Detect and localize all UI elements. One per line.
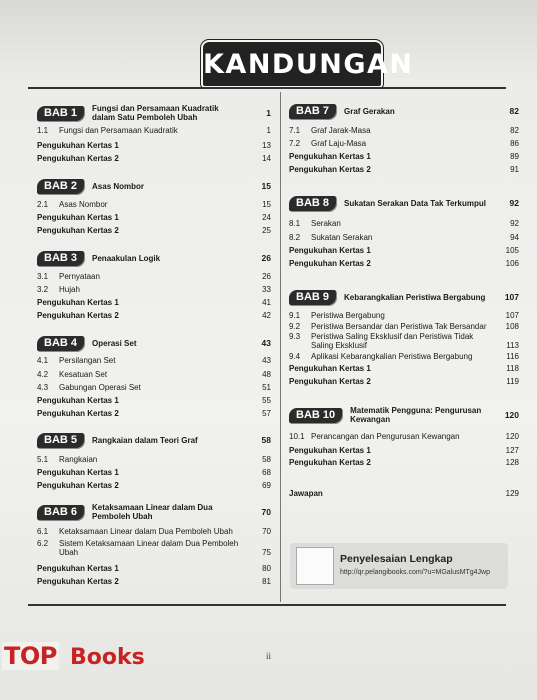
practice-row[interactable] <box>37 481 271 490</box>
row-text: Pengukuhan Kertas 1 <box>37 213 119 222</box>
practice-row[interactable] <box>37 154 271 163</box>
subtopic-row[interactable] <box>37 356 271 365</box>
chapter-page: 70 <box>261 507 271 517</box>
row-text: Perancangan dan Pengurusan Kewangan <box>311 432 460 441</box>
row-page: 68 <box>262 468 271 477</box>
subtopic-row[interactable] <box>289 126 519 135</box>
chapter-page: 92 <box>509 198 519 208</box>
subtopic-number: 3.1 <box>37 272 49 281</box>
row-page: 43 <box>262 356 271 365</box>
chapter-heading-2[interactable] <box>37 176 271 196</box>
chapter-heading-9[interactable] <box>289 287 519 307</box>
row-text: Peristiwa Bersandar dan Peristiwa Tak Bersandar <box>311 322 487 331</box>
practice-row[interactable] <box>37 577 271 586</box>
row-page: 48 <box>262 370 271 379</box>
row-page: 57 <box>262 409 271 418</box>
row-page: 92 <box>510 219 519 228</box>
practice-row[interactable] <box>289 165 519 174</box>
qr-url[interactable]: http://qr.pelangibooks.com/?u=MGalusMTg4Jwp <box>340 569 490 576</box>
row-text: Pengukuhan Kertas 2 <box>37 577 119 586</box>
chapter-heading-1[interactable] <box>37 103 271 123</box>
title-banner <box>203 42 414 86</box>
row-text: Pengukuhan Kertas 2 <box>37 226 119 235</box>
subtopic-number: 10.1 <box>289 432 305 441</box>
chapter-page: 58 <box>261 435 271 445</box>
practice-row[interactable] <box>37 468 271 477</box>
chapter-heading-4[interactable] <box>37 333 271 353</box>
practice-row[interactable] <box>37 298 271 307</box>
row-text: Peristiwa Bergabung <box>311 311 385 320</box>
row-text: Pernyataan <box>59 272 100 281</box>
practice-row[interactable] <box>37 564 271 573</box>
answers-label: Jawapan <box>289 489 323 498</box>
row-text: Fungsi dan Persamaan Kuadratik <box>59 126 178 135</box>
subtopic-number: 8.2 <box>289 233 301 242</box>
chapter-badge: BAB 6 <box>37 505 84 520</box>
subtopic-number: 4.2 <box>37 370 49 379</box>
practice-row[interactable] <box>289 377 519 386</box>
chapter-heading-6[interactable] <box>37 502 271 522</box>
row-page: 58 <box>262 455 271 464</box>
subtopic-row[interactable] <box>37 272 271 281</box>
chapter-page: 1 <box>266 108 271 118</box>
chapter-heading-10[interactable] <box>289 405 519 425</box>
subtopic-row[interactable] <box>289 332 519 350</box>
row-page: 69 <box>262 481 271 490</box>
chapter-title: Rangkaian dalam Teori Graf <box>92 435 198 445</box>
row-text: Kesatuan Set <box>59 370 108 379</box>
practice-row[interactable] <box>37 226 271 235</box>
row-text: Graf Jarak-Masa <box>311 126 371 135</box>
practice-row[interactable] <box>289 458 519 467</box>
subtopic-row[interactable] <box>289 311 519 320</box>
row-text: Gabungan Operasi Set <box>59 383 141 392</box>
subtopic-number: 4.3 <box>37 383 49 392</box>
chapter-title: Matematik Pengguna: Pengurusan Kewangan <box>350 406 482 424</box>
practice-row[interactable] <box>289 152 519 161</box>
chapter-badge: BAB 5 <box>37 433 84 448</box>
subtopic-number: 7.2 <box>289 139 301 148</box>
column-divider <box>280 92 281 602</box>
row-text: Rangkaian <box>59 455 98 464</box>
subtopic-row[interactable] <box>289 219 519 228</box>
row-page: 113 <box>506 341 519 350</box>
top-rule <box>28 87 506 89</box>
subtopic-row[interactable] <box>37 370 271 379</box>
subtopic-number: 4.1 <box>37 356 49 365</box>
subtopic-row[interactable] <box>289 322 519 331</box>
chapter-title: Ketaksamaan Linear dalam Dua Pemboleh Ubah <box>92 503 213 521</box>
watermark-top: TOP <box>4 642 57 670</box>
chapter-title: Sukatan Serakan Data Tak Terkumpul <box>344 198 486 208</box>
row-page: 80 <box>262 564 271 573</box>
row-text: Graf Laju-Masa <box>311 139 367 148</box>
row-page: 15 <box>262 200 271 209</box>
chapter-title: Graf Gerakan <box>344 106 395 116</box>
practice-row[interactable] <box>289 246 519 255</box>
subtopic-row[interactable] <box>37 126 271 135</box>
subtopic-number: 9.2 <box>289 322 301 331</box>
subtopic-row[interactable] <box>37 455 271 464</box>
subtopic-number: 6.1 <box>37 527 49 536</box>
subtopic-row[interactable] <box>37 285 271 294</box>
row-text: Pengukuhan Kertas 2 <box>289 458 371 467</box>
subtopic-row[interactable] <box>289 432 519 441</box>
subtopic-number: 9.3 <box>289 332 301 341</box>
chapter-badge: BAB 1 <box>37 106 84 121</box>
qr-code-placeholder <box>296 547 334 585</box>
row-page: 14 <box>262 154 271 163</box>
row-page: 119 <box>506 377 519 386</box>
row-page: 1 <box>266 126 271 135</box>
row-text: Pengukuhan Kertas 2 <box>289 165 371 174</box>
row-page: 41 <box>262 298 271 307</box>
row-text: Hujah <box>59 285 80 294</box>
subtopic-row[interactable] <box>289 139 519 148</box>
chapter-title: Kebarangkalian Peristiwa Bergabung <box>344 292 486 302</box>
row-text: Pengukuhan Kertas 1 <box>37 141 119 150</box>
chapter-title: Operasi Set <box>92 338 137 348</box>
chapter-title: Fungsi dan Persamaan Kuadratik dalam Satu Pemboleh Ubah <box>92 104 219 122</box>
row-page: 94 <box>510 233 519 242</box>
row-page: 105 <box>505 246 519 255</box>
chapter-badge: BAB 8 <box>289 196 336 211</box>
row-page: 106 <box>505 259 519 268</box>
row-text: Pengukuhan Kertas 1 <box>37 564 119 573</box>
practice-row[interactable] <box>37 311 271 320</box>
row-text: Aplikasi Kebarangkalian Peristiwa Bergabung <box>311 352 473 361</box>
row-page: 127 <box>505 446 519 455</box>
subtopic-number: 8.1 <box>289 219 301 228</box>
chapter-page: 15 <box>261 181 271 191</box>
page-number: ii <box>265 651 271 661</box>
row-page: 107 <box>505 311 519 320</box>
subtopic-row[interactable] <box>37 527 271 536</box>
row-text: Pengukuhan Kertas 1 <box>289 152 371 161</box>
row-text: Pengukuhan Kertas 1 <box>289 446 371 455</box>
row-page: 86 <box>510 139 519 148</box>
practice-row[interactable] <box>37 213 271 222</box>
subtopic-row[interactable] <box>37 539 271 557</box>
chapter-page: 43 <box>261 338 271 348</box>
subtopic-number: 3.2 <box>37 285 49 294</box>
row-text: Serakan <box>311 219 341 228</box>
chapter-page: 82 <box>509 106 519 116</box>
chapter-heading-3[interactable] <box>37 248 271 268</box>
subtopic-row[interactable] <box>289 352 519 361</box>
row-page: 26 <box>262 272 271 281</box>
row-page: 33 <box>262 285 271 294</box>
practice-row[interactable] <box>289 364 519 373</box>
row-page: 25 <box>262 226 271 235</box>
row-text: Pengukuhan Kertas 2 <box>37 409 119 418</box>
row-text: Pengukuhan Kertas 2 <box>37 481 119 490</box>
chapter-title: Asas Nombor <box>92 181 145 191</box>
chapter-badge: BAB 10 <box>289 408 342 423</box>
qr-title: Penyelesaian Lengkap <box>340 553 453 565</box>
row-text: Pengukuhan Kertas 2 <box>37 311 119 320</box>
practice-row[interactable] <box>289 259 519 268</box>
subtopic-row[interactable] <box>37 200 271 209</box>
chapter-page: 26 <box>261 253 271 263</box>
subtopic-row[interactable] <box>289 233 519 242</box>
bottom-rule <box>28 604 506 606</box>
row-page: 118 <box>506 364 519 373</box>
chapter-badge: BAB 4 <box>37 336 84 351</box>
row-page: 13 <box>262 141 271 150</box>
subtopic-number: 2.1 <box>37 200 49 209</box>
page-title: KANDUNGAN <box>203 49 414 80</box>
chapter-heading-8[interactable] <box>289 193 519 213</box>
practice-row[interactable] <box>37 396 271 405</box>
row-page: 128 <box>505 458 519 467</box>
row-page: 89 <box>510 152 519 161</box>
practice-row[interactable] <box>37 141 271 150</box>
subtopic-number: 7.1 <box>289 126 301 135</box>
subtopic-number: 5.1 <box>37 455 49 464</box>
row-page: 24 <box>262 213 271 222</box>
row-text: Pengukuhan Kertas 1 <box>37 298 119 307</box>
row-text: Persilangan Set <box>59 356 116 365</box>
row-text: Pengukuhan Kertas 2 <box>289 377 371 386</box>
chapter-page: 107 <box>504 292 519 302</box>
watermark-books: Books <box>70 645 145 670</box>
row-text: Pengukuhan Kertas 1 <box>37 396 119 405</box>
chapter-page: 120 <box>504 410 519 420</box>
row-page: 51 <box>262 383 271 392</box>
chapter-title: Penaakulan Logik <box>92 253 161 263</box>
row-page: 82 <box>510 126 519 135</box>
row-text: Peristiwa Saling Eksklusif dan Peristiwa Tidak Saling Eksklusif <box>311 332 474 350</box>
subtopic-number: 9.1 <box>289 311 301 320</box>
chapter-badge: BAB 9 <box>289 290 336 305</box>
row-text: Pengukuhan Kertas 2 <box>37 154 119 163</box>
row-page: 55 <box>262 396 271 405</box>
row-text: Asas Nombor <box>59 200 108 209</box>
subtopic-number: 9.4 <box>289 352 301 361</box>
row-page: 108 <box>505 322 519 331</box>
row-text: Pengukuhan Kertas 2 <box>289 259 371 268</box>
row-text: Pengukuhan Kertas 1 <box>37 468 119 477</box>
row-page: 120 <box>505 432 519 441</box>
practice-row[interactable] <box>289 446 519 455</box>
row-text: Sukatan Serakan <box>311 233 373 242</box>
chapter-heading-5[interactable] <box>37 430 271 450</box>
row-text: Pengukuhan Kertas 1 <box>289 246 371 255</box>
chapter-badge: BAB 2 <box>37 179 84 194</box>
qr-panel[interactable] <box>290 543 508 589</box>
chapter-badge: BAB 3 <box>37 251 84 266</box>
answers-page: 129 <box>505 489 519 498</box>
row-text: Sistem Ketaksamaan Linear dalam Dua Pemboleh Ubah <box>59 539 239 557</box>
chapter-badge: BAB 7 <box>289 104 336 119</box>
chapter-heading-7[interactable] <box>289 101 519 121</box>
subtopic-number: 1.1 <box>37 126 49 135</box>
row-page: 116 <box>506 352 519 361</box>
row-page: 42 <box>262 311 271 320</box>
subtopic-number: 6.2 <box>37 539 49 548</box>
row-text: Ketaksamaan Linear dalam Dua Pemboleh Ubah <box>59 527 233 536</box>
subtopic-row[interactable] <box>37 383 271 392</box>
row-page: 91 <box>510 165 519 174</box>
answers-row[interactable] <box>289 489 519 498</box>
practice-row[interactable] <box>37 409 271 418</box>
row-page: 70 <box>262 527 271 536</box>
row-text: Pengukuhan Kertas 1 <box>289 364 371 373</box>
row-page: 75 <box>262 548 271 557</box>
row-page: 81 <box>262 577 271 586</box>
